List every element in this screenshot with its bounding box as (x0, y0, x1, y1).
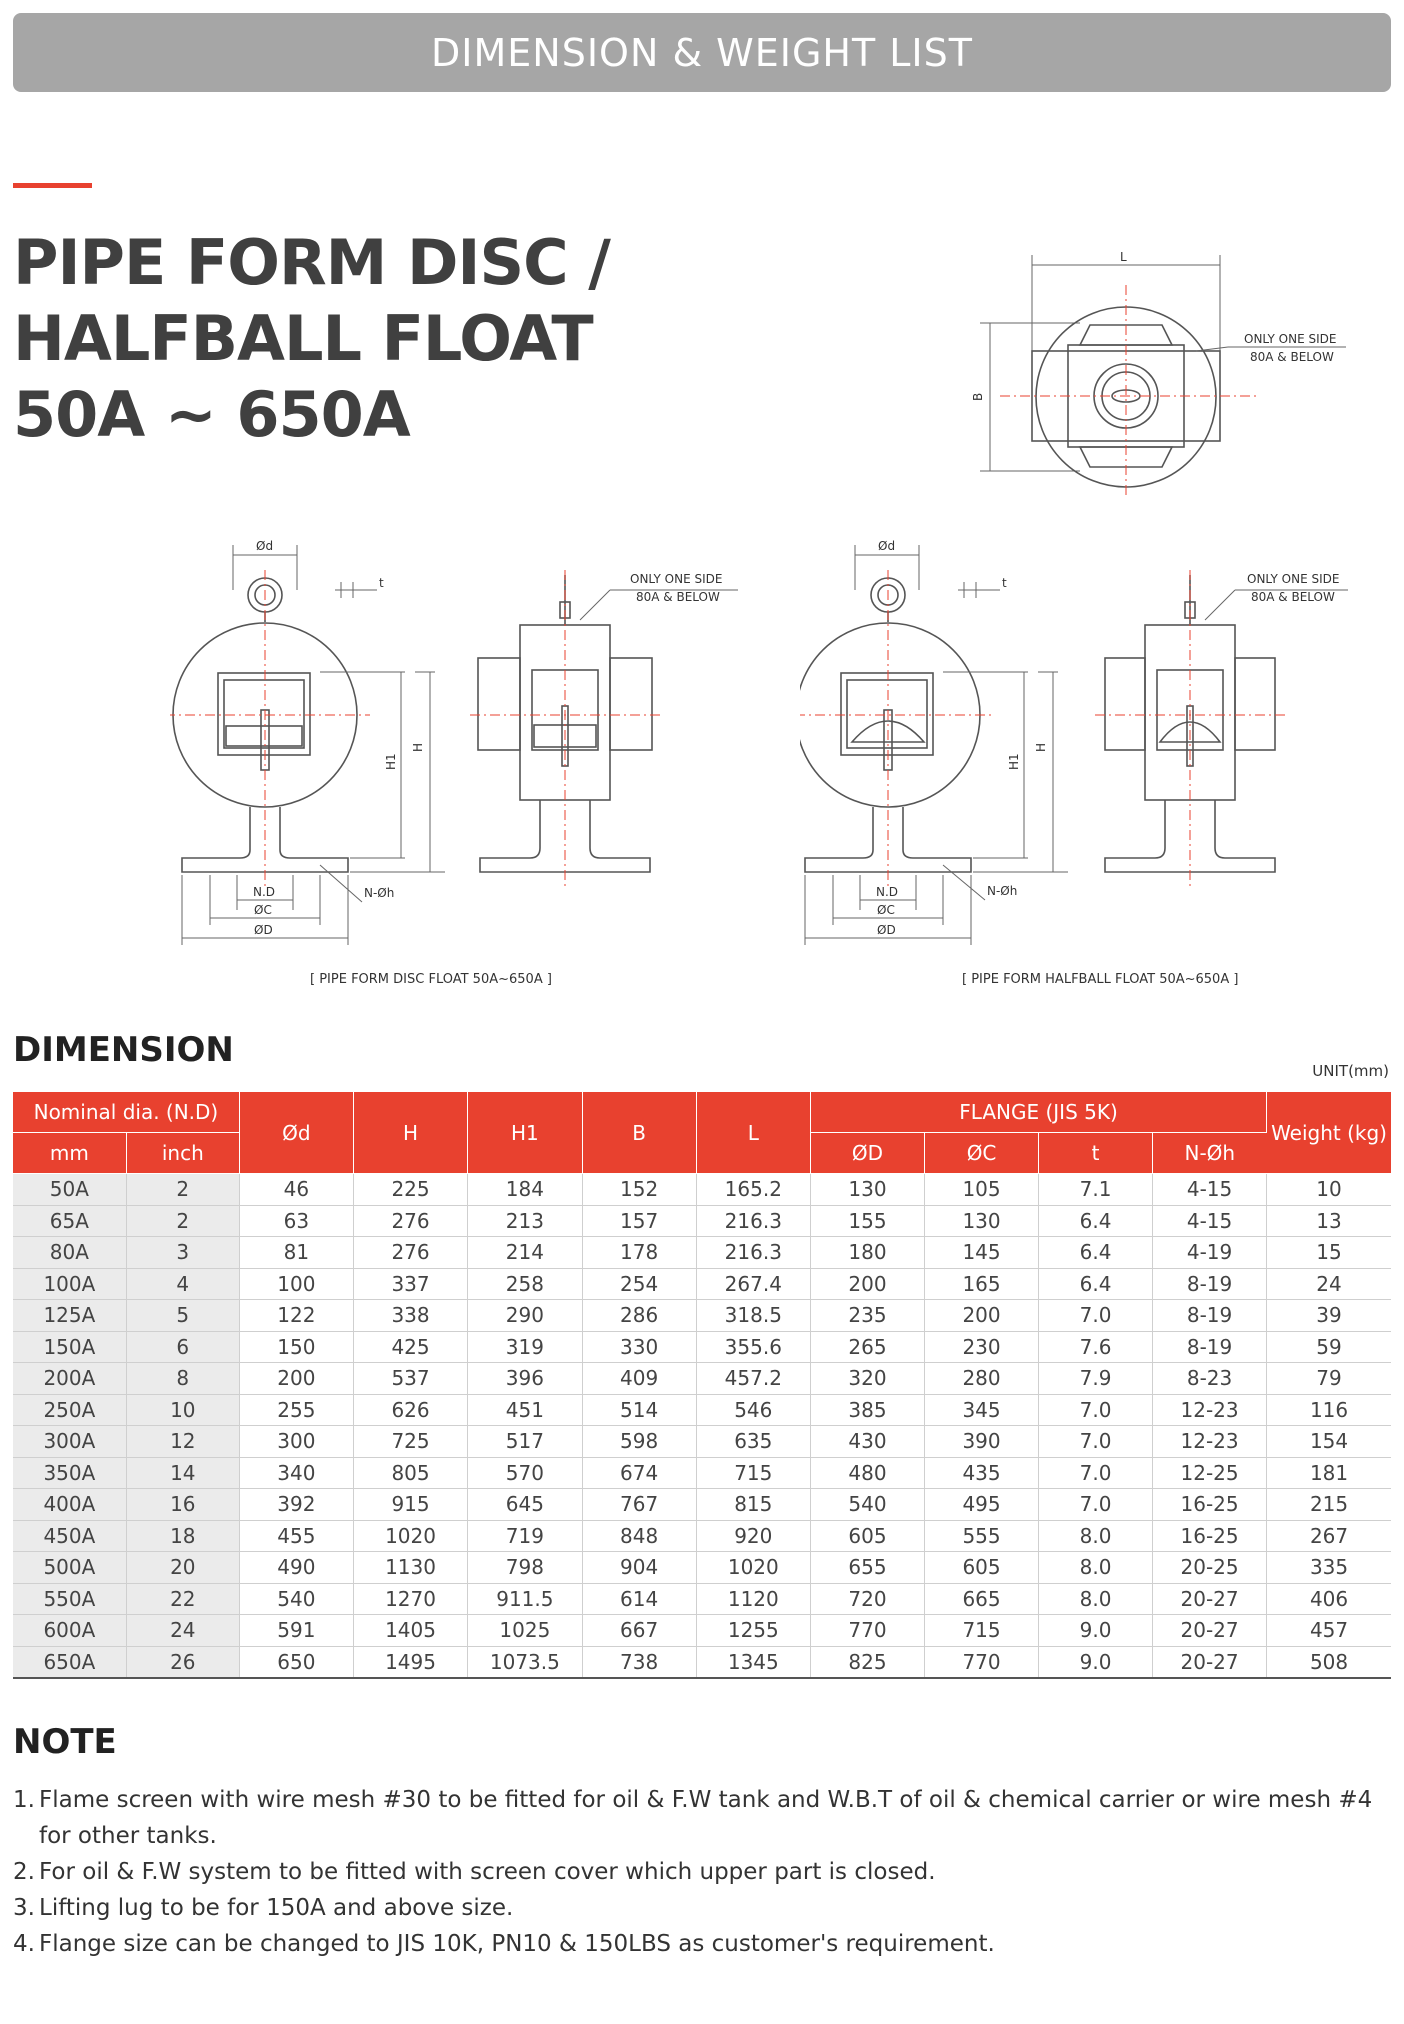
dimension-table-body (13, 1174, 1391, 1679)
table-cell: 280 (925, 1363, 1039, 1395)
table-cell: 450A (13, 1520, 126, 1552)
table-cell: 250A (13, 1394, 126, 1426)
side-note-line-1: ONLY ONE SIDE (1244, 332, 1337, 346)
table-cell: 6.4 (1039, 1205, 1153, 1237)
table-cell: 213 (468, 1205, 582, 1237)
table-cell: 12 (126, 1426, 239, 1458)
table-cell: 12-23 (1153, 1394, 1267, 1426)
note-item (13, 1926, 1383, 1962)
title-line-2: HALFBALL FLOAT (13, 302, 593, 375)
H1-label: H1 (384, 753, 398, 770)
side-note-line-2: 80A & BELOW (1250, 350, 1334, 364)
table-cell: 5 (126, 1300, 239, 1332)
table-cell: 904 (582, 1552, 696, 1584)
table-cell: 59 (1267, 1331, 1391, 1363)
table-cell: 1405 (353, 1615, 467, 1647)
table-cell: 385 (810, 1394, 924, 1426)
table-cell: 8 (126, 1363, 239, 1395)
table-cell: 16-25 (1153, 1520, 1267, 1552)
header-flange: FLANGE (JIS 5K) (810, 1092, 1266, 1133)
header-inch: inch (126, 1133, 239, 1174)
table-cell: 338 (353, 1300, 467, 1332)
table-cell: 65A (13, 1205, 126, 1237)
table-cell: 116 (1267, 1394, 1391, 1426)
table-cell: 8-19 (1153, 1268, 1267, 1300)
table-row (13, 1646, 1391, 1678)
table-row (13, 1268, 1391, 1300)
table-cell: 200 (239, 1363, 353, 1395)
table-cell: 4-19 (1153, 1237, 1267, 1269)
table-cell: 605 (925, 1552, 1039, 1584)
note-number: 4. (13, 1931, 35, 1957)
table-cell: 267 (1267, 1520, 1391, 1552)
table-cell: 355.6 (696, 1331, 810, 1363)
table-cell: 122 (239, 1300, 353, 1332)
table-row (13, 1457, 1391, 1489)
table-cell: 2 (126, 1174, 239, 1206)
table-cell: 79 (1267, 1363, 1391, 1395)
table-cell: 130 (925, 1205, 1039, 1237)
table-cell: 200 (925, 1300, 1039, 1332)
header-nominal: Nominal dia. (N.D) (13, 1092, 239, 1133)
table-cell: 720 (810, 1583, 924, 1615)
table-cell: 650 (239, 1646, 353, 1678)
table-row (13, 1489, 1391, 1521)
table-cell: 24 (126, 1615, 239, 1647)
d-label-2: Ød (878, 539, 896, 553)
B-label: B (971, 392, 985, 401)
table-row (13, 1583, 1391, 1615)
table-cell: 1073.5 (468, 1646, 582, 1678)
table-cell: 7.0 (1039, 1457, 1153, 1489)
table-cell: 235 (810, 1300, 924, 1332)
table-cell: 335 (1267, 1552, 1391, 1584)
table-cell: 63 (239, 1205, 353, 1237)
table-cell: 225 (353, 1174, 467, 1206)
H-label-2: H (1034, 742, 1048, 752)
table-cell: 4-15 (1153, 1174, 1267, 1206)
table-cell: 626 (353, 1394, 467, 1426)
header-H: H (353, 1092, 467, 1174)
header-d: Ød (239, 1092, 353, 1174)
table-cell: 150A (13, 1331, 126, 1363)
table-cell: 345 (925, 1394, 1039, 1426)
note-item (13, 1890, 1383, 1926)
table-cell: 6.4 (1039, 1237, 1153, 1269)
table-cell: 1255 (696, 1615, 810, 1647)
table-cell: 1270 (353, 1583, 467, 1615)
table-cell: 635 (696, 1426, 810, 1458)
table-cell: 1020 (696, 1552, 810, 1584)
table-row (13, 1205, 1391, 1237)
table-cell: 125A (13, 1300, 126, 1332)
table-cell: 570 (468, 1457, 582, 1489)
table-row (13, 1394, 1391, 1426)
table-cell: 1345 (696, 1646, 810, 1678)
table-cell: 406 (1267, 1583, 1391, 1615)
table-cell: 319 (468, 1331, 582, 1363)
table-cell: 480 (810, 1457, 924, 1489)
table-cell: 390 (925, 1426, 1039, 1458)
table-cell: 911.5 (468, 1583, 582, 1615)
table-cell: 267.4 (696, 1268, 810, 1300)
table-row (13, 1552, 1391, 1584)
table-cell: 546 (696, 1394, 810, 1426)
accent-bar (13, 183, 92, 188)
page-banner: DIMENSION & WEIGHT LIST (13, 13, 1391, 92)
table-cell: 39 (1267, 1300, 1391, 1332)
table-cell: 130 (810, 1174, 924, 1206)
table-cell: 665 (925, 1583, 1039, 1615)
table-cell: 16-25 (1153, 1489, 1267, 1521)
table-cell: 738 (582, 1646, 696, 1678)
table-cell: 770 (925, 1646, 1039, 1678)
table-cell: 265 (810, 1331, 924, 1363)
table-cell: 330 (582, 1331, 696, 1363)
table-cell: 216.3 (696, 1237, 810, 1269)
table-cell: 100 (239, 1268, 353, 1300)
table-cell: 1495 (353, 1646, 467, 1678)
table-cell: 1130 (353, 1552, 467, 1584)
header-weight: Weight (kg) (1267, 1092, 1391, 1174)
table-cell: 767 (582, 1489, 696, 1521)
table-row (13, 1174, 1391, 1206)
table-cell: 435 (925, 1457, 1039, 1489)
table-cell: 392 (239, 1489, 353, 1521)
note-list (13, 1782, 1383, 1962)
H1-label-2: H1 (1007, 753, 1021, 770)
table-row (13, 1331, 1391, 1363)
table-cell: 770 (810, 1615, 924, 1647)
table-cell: 16 (126, 1489, 239, 1521)
table-cell: 184 (468, 1174, 582, 1206)
halfball-float-drawing (800, 530, 1370, 960)
table-cell: 605 (810, 1520, 924, 1552)
title-line-3: 50A ~ 650A (13, 378, 410, 451)
table-cell: 550A (13, 1583, 126, 1615)
table-cell: 655 (810, 1552, 924, 1584)
note-number: 3. (13, 1895, 35, 1921)
note-number: 1. (13, 1787, 35, 1813)
table-cell: 100A (13, 1268, 126, 1300)
table-cell: 22 (126, 1583, 239, 1615)
D-label: ØD (254, 923, 273, 937)
table-cell: 715 (925, 1615, 1039, 1647)
table-cell: 7.0 (1039, 1489, 1153, 1521)
table-cell: 12-25 (1153, 1457, 1267, 1489)
table-cell: 300A (13, 1426, 126, 1458)
table-cell: 508 (1267, 1646, 1391, 1678)
table-cell: 848 (582, 1520, 696, 1552)
table-cell: 540 (239, 1583, 353, 1615)
table-cell: 20-27 (1153, 1646, 1267, 1678)
table-cell: 3 (126, 1237, 239, 1269)
header-L: L (696, 1092, 810, 1174)
table-cell: 8.0 (1039, 1552, 1153, 1584)
note-heading: NOTE (13, 1722, 117, 1762)
table-cell: 1025 (468, 1615, 582, 1647)
table-cell: 517 (468, 1426, 582, 1458)
disc-side-note-1: ONLY ONE SIDE (630, 572, 723, 586)
table-cell: 6 (126, 1331, 239, 1363)
table-cell: 400A (13, 1489, 126, 1521)
table-cell: 798 (468, 1552, 582, 1584)
table-cell: 15 (1267, 1237, 1391, 1269)
d-label: Ød (256, 539, 274, 553)
header-flange-D: ØD (810, 1133, 924, 1174)
table-cell: 300 (239, 1426, 353, 1458)
table-cell: 1120 (696, 1583, 810, 1615)
table-cell: 165 (925, 1268, 1039, 1300)
table-cell: 13 (1267, 1205, 1391, 1237)
table-cell: 2 (126, 1205, 239, 1237)
table-cell: 12-23 (1153, 1426, 1267, 1458)
C-label: ØC (254, 903, 272, 917)
note-text: Lifting lug to be for 150A and above size. (39, 1895, 514, 1921)
table-cell: 409 (582, 1363, 696, 1395)
table-cell: 200 (810, 1268, 924, 1300)
table-cell: 216.3 (696, 1205, 810, 1237)
table-row (13, 1426, 1391, 1458)
table-cell: 7.6 (1039, 1331, 1153, 1363)
table-cell: 254 (582, 1268, 696, 1300)
table-cell: 674 (582, 1457, 696, 1489)
C-label-2: ØC (877, 903, 895, 917)
table-cell: 915 (353, 1489, 467, 1521)
table-cell: 105 (925, 1174, 1039, 1206)
table-cell: 215 (1267, 1489, 1391, 1521)
title-line-1: PIPE FORM DISC / (13, 226, 610, 299)
table-cell: 337 (353, 1268, 467, 1300)
table-cell: 18 (126, 1520, 239, 1552)
H-label: H (411, 742, 425, 752)
table-cell: 150 (239, 1331, 353, 1363)
table-cell: 8-19 (1153, 1300, 1267, 1332)
L-label: L (1120, 250, 1127, 264)
halfball-side-note-2: 80A & BELOW (1251, 590, 1335, 604)
t-label: t (379, 576, 384, 590)
table-cell: 20-27 (1153, 1583, 1267, 1615)
table-cell: 1020 (353, 1520, 467, 1552)
table-cell: 514 (582, 1394, 696, 1426)
table-row (13, 1237, 1391, 1269)
table-cell: 24 (1267, 1268, 1391, 1300)
table-cell: 7.0 (1039, 1426, 1153, 1458)
table-cell: 667 (582, 1615, 696, 1647)
header-B: B (582, 1092, 696, 1174)
table-cell: 920 (696, 1520, 810, 1552)
table-cell: 614 (582, 1583, 696, 1615)
header-flange-C: ØC (925, 1133, 1039, 1174)
table-cell: 537 (353, 1363, 467, 1395)
note-item (13, 1782, 1383, 1854)
header-H1: H1 (468, 1092, 582, 1174)
table-cell: 8-19 (1153, 1331, 1267, 1363)
table-cell: 4-15 (1153, 1205, 1267, 1237)
table-cell: 50A (13, 1174, 126, 1206)
table-row (13, 1300, 1391, 1332)
note-text: Flame screen with wire mesh #30 to be fitted for oil & F.W tank and W.B.T of oil & chemical carrier or wire mesh #4 for other tanks. (39, 1787, 1373, 1849)
table-cell: 230 (925, 1331, 1039, 1363)
product-title (13, 225, 610, 453)
table-cell: 255 (239, 1394, 353, 1426)
table-cell: 555 (925, 1520, 1039, 1552)
table-cell: 815 (696, 1489, 810, 1521)
table-cell: 455 (239, 1520, 353, 1552)
table-cell: 500A (13, 1552, 126, 1584)
disc-float-drawing (170, 530, 740, 960)
table-cell: 14 (126, 1457, 239, 1489)
header-flange-t: t (1039, 1133, 1153, 1174)
table-row (13, 1363, 1391, 1395)
t-label-2: t (1002, 576, 1007, 590)
table-cell: 10 (1267, 1174, 1391, 1206)
table-cell: 591 (239, 1615, 353, 1647)
table-cell: 396 (468, 1363, 582, 1395)
disc-float-caption: [ PIPE FORM DISC FLOAT 50A~650A ] (310, 972, 552, 987)
table-cell: 80A (13, 1237, 126, 1269)
table-cell: 8.0 (1039, 1583, 1153, 1615)
table-cell: 457.2 (696, 1363, 810, 1395)
table-cell: 152 (582, 1174, 696, 1206)
table-cell: 340 (239, 1457, 353, 1489)
table-cell: 276 (353, 1205, 467, 1237)
table-cell: 9.0 (1039, 1646, 1153, 1678)
table-cell: 20-27 (1153, 1615, 1267, 1647)
table-cell: 181 (1267, 1457, 1391, 1489)
D-label-2: ØD (877, 923, 896, 937)
note-text: Flange size can be changed to JIS 10K, PN10 & 150LBS as customer's requirement. (39, 1931, 995, 1957)
note-number: 2. (13, 1859, 35, 1885)
halfball-float-caption: [ PIPE FORM HALFBALL FLOAT 50A~650A ] (962, 972, 1239, 987)
table-cell: 715 (696, 1457, 810, 1489)
table-cell: 178 (582, 1237, 696, 1269)
table-cell: 320 (810, 1363, 924, 1395)
table-row (13, 1520, 1391, 1552)
table-cell: 430 (810, 1426, 924, 1458)
table-row (13, 1615, 1391, 1647)
table-cell: 6.4 (1039, 1268, 1153, 1300)
table-cell: 7.9 (1039, 1363, 1153, 1395)
Nh-label: N-Øh (364, 886, 395, 900)
ND-label-2: N.D (876, 885, 899, 899)
table-cell: 157 (582, 1205, 696, 1237)
table-cell: 81 (239, 1237, 353, 1269)
table-cell: 4 (126, 1268, 239, 1300)
note-text: For oil & F.W system to be fitted with screen cover which upper part is closed. (39, 1859, 936, 1885)
table-cell: 805 (353, 1457, 467, 1489)
table-cell: 214 (468, 1237, 582, 1269)
table-cell: 26 (126, 1646, 239, 1678)
header-flange-Nh: N-Øh (1153, 1133, 1267, 1174)
table-cell: 318.5 (696, 1300, 810, 1332)
table-cell: 540 (810, 1489, 924, 1521)
unit-label: UNIT(mm) (1312, 1062, 1389, 1080)
note-item (13, 1854, 1383, 1890)
table-cell: 10 (126, 1394, 239, 1426)
table-cell: 180 (810, 1237, 924, 1269)
table-cell: 7.0 (1039, 1394, 1153, 1426)
table-cell: 825 (810, 1646, 924, 1678)
table-cell: 9.0 (1039, 1615, 1153, 1647)
table-cell: 7.0 (1039, 1300, 1153, 1332)
table-cell: 350A (13, 1457, 126, 1489)
table-cell: 451 (468, 1394, 582, 1426)
table-cell: 495 (925, 1489, 1039, 1521)
table-cell: 598 (582, 1426, 696, 1458)
table-cell: 719 (468, 1520, 582, 1552)
table-cell: 645 (468, 1489, 582, 1521)
table-cell: 490 (239, 1552, 353, 1584)
Nh-label-2: N-Øh (987, 884, 1018, 898)
table-cell: 290 (468, 1300, 582, 1332)
table-cell: 600A (13, 1615, 126, 1647)
disc-side-note-2: 80A & BELOW (636, 590, 720, 604)
table-cell: 457 (1267, 1615, 1391, 1647)
table-cell: 155 (810, 1205, 924, 1237)
table-cell: 8.0 (1039, 1520, 1153, 1552)
dimension-table (13, 1092, 1391, 1679)
header-mm: mm (13, 1133, 126, 1174)
halfball-side-note-1: ONLY ONE SIDE (1247, 572, 1340, 586)
dimension-heading: DIMENSION (13, 1030, 234, 1070)
table-cell: 725 (353, 1426, 467, 1458)
ND-label: N.D (253, 885, 276, 899)
table-cell: 165.2 (696, 1174, 810, 1206)
table-cell: 276 (353, 1237, 467, 1269)
table-cell: 145 (925, 1237, 1039, 1269)
table-cell: 154 (1267, 1426, 1391, 1458)
table-cell: 200A (13, 1363, 126, 1395)
table-cell: 20 (126, 1552, 239, 1584)
table-cell: 46 (239, 1174, 353, 1206)
table-cell: 286 (582, 1300, 696, 1332)
table-cell: 7.1 (1039, 1174, 1153, 1206)
table-cell: 425 (353, 1331, 467, 1363)
table-cell: 258 (468, 1268, 582, 1300)
table-cell: 8-23 (1153, 1363, 1267, 1395)
table-cell: 650A (13, 1646, 126, 1678)
table-cell: 20-25 (1153, 1552, 1267, 1584)
top-view-drawing (960, 245, 1360, 505)
